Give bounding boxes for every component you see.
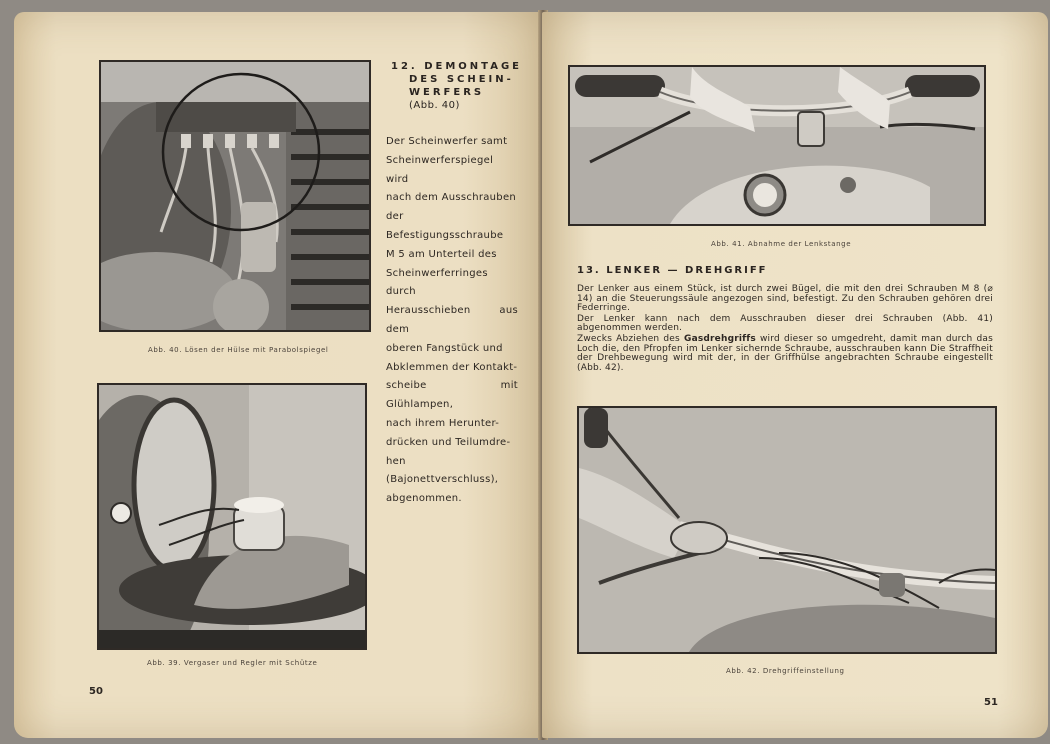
section-12-line: Abklemmen der Kontakt- bbox=[386, 361, 518, 373]
section-12-line: Scheinwerferspiegel wird bbox=[386, 154, 494, 185]
section-12-line: scheibe mit Glühlampen, bbox=[386, 380, 518, 411]
section-12-line: drücken und Teilumdre- bbox=[386, 436, 511, 448]
section-12-title-line1: DEMONTAGE bbox=[424, 61, 522, 72]
figure-39-photo bbox=[97, 383, 367, 650]
section-12-line: der Befestigungsschraube bbox=[386, 211, 504, 241]
left-page-number: 50 bbox=[89, 686, 103, 697]
section-12-line: Herausschieben aus dem bbox=[386, 305, 518, 335]
section-12-line: Scheinwerferringes durch bbox=[386, 267, 488, 298]
section-13-paragraph-3 bbox=[577, 335, 993, 373]
section-13-paragraph-2: Der Lenker kann nach dem Ausschrauben dieser drei Schrauben (Abb. 41) abgenommen werden. bbox=[577, 313, 993, 334]
section-12-body bbox=[386, 133, 518, 509]
section-12-figure-ref: (Abb. 40) bbox=[409, 100, 460, 111]
section-12-line: nach dem Ausschrauben bbox=[386, 192, 517, 204]
figure-42-photo bbox=[577, 406, 997, 654]
section-12-line: abgenommen. bbox=[386, 493, 462, 505]
figure-40-caption: Abb. 40. Lösen der Hülse mit Parabolspiegel bbox=[148, 346, 329, 354]
para3-text-pre: Zwecks Abziehen des bbox=[577, 333, 684, 344]
section-12-title-line2: DES SCHEIN- bbox=[409, 74, 514, 85]
section-12-title-line3: WERFERS bbox=[409, 87, 485, 98]
section-12-number: 12. bbox=[391, 61, 418, 72]
section-12-line: M 5 am Unterteil des bbox=[386, 248, 497, 260]
figure-40-photo bbox=[99, 60, 371, 332]
section-13-paragraph-1: Der Lenker aus einem Stück, ist durch zwei Bügel, die mit den drei Schrauben M 8 (⌀ 14) an die Steuerungssäule angezogen sind, befestigt. Zu den Schrauben gehören drei Federringe. bbox=[577, 284, 993, 314]
section-12-heading bbox=[391, 60, 522, 112]
section-12-line: Der Scheinwerfer samt bbox=[386, 136, 508, 147]
para3-bold-term: Gasdrehgriffs bbox=[683, 333, 756, 344]
section-12-line: oberen Fangstück und bbox=[386, 342, 503, 354]
section-13-heading: 13. LENKER — DREHGRIFF bbox=[577, 265, 768, 276]
section-13-body bbox=[577, 285, 993, 374]
section-12-line: hen (Bajonettverschluss), bbox=[386, 455, 499, 486]
figure-39-caption: Abb. 39. Vergaser und Regler mit Schütze bbox=[147, 659, 318, 667]
figure-42-caption: Abb. 42. Drehgriffeinstellung bbox=[726, 667, 845, 675]
section-12-line: nach ihrem Herunter- bbox=[386, 417, 500, 429]
figure-41-caption: Abb. 41. Abnahme der Lenkstange bbox=[711, 240, 852, 248]
right-page-number: 51 bbox=[984, 697, 998, 708]
para3-text-post: wird dieser so umgedreht, damit man durch das Loch die, den Pfropfen im Lenker sichernde Schraube, ausschrauben kann Die Straffheit der Drehbewegung wird mit der, in der Griffhülse angebrachten Schraube eingestellt (Abb. 42). bbox=[577, 333, 993, 373]
figure-41-photo bbox=[568, 65, 986, 226]
